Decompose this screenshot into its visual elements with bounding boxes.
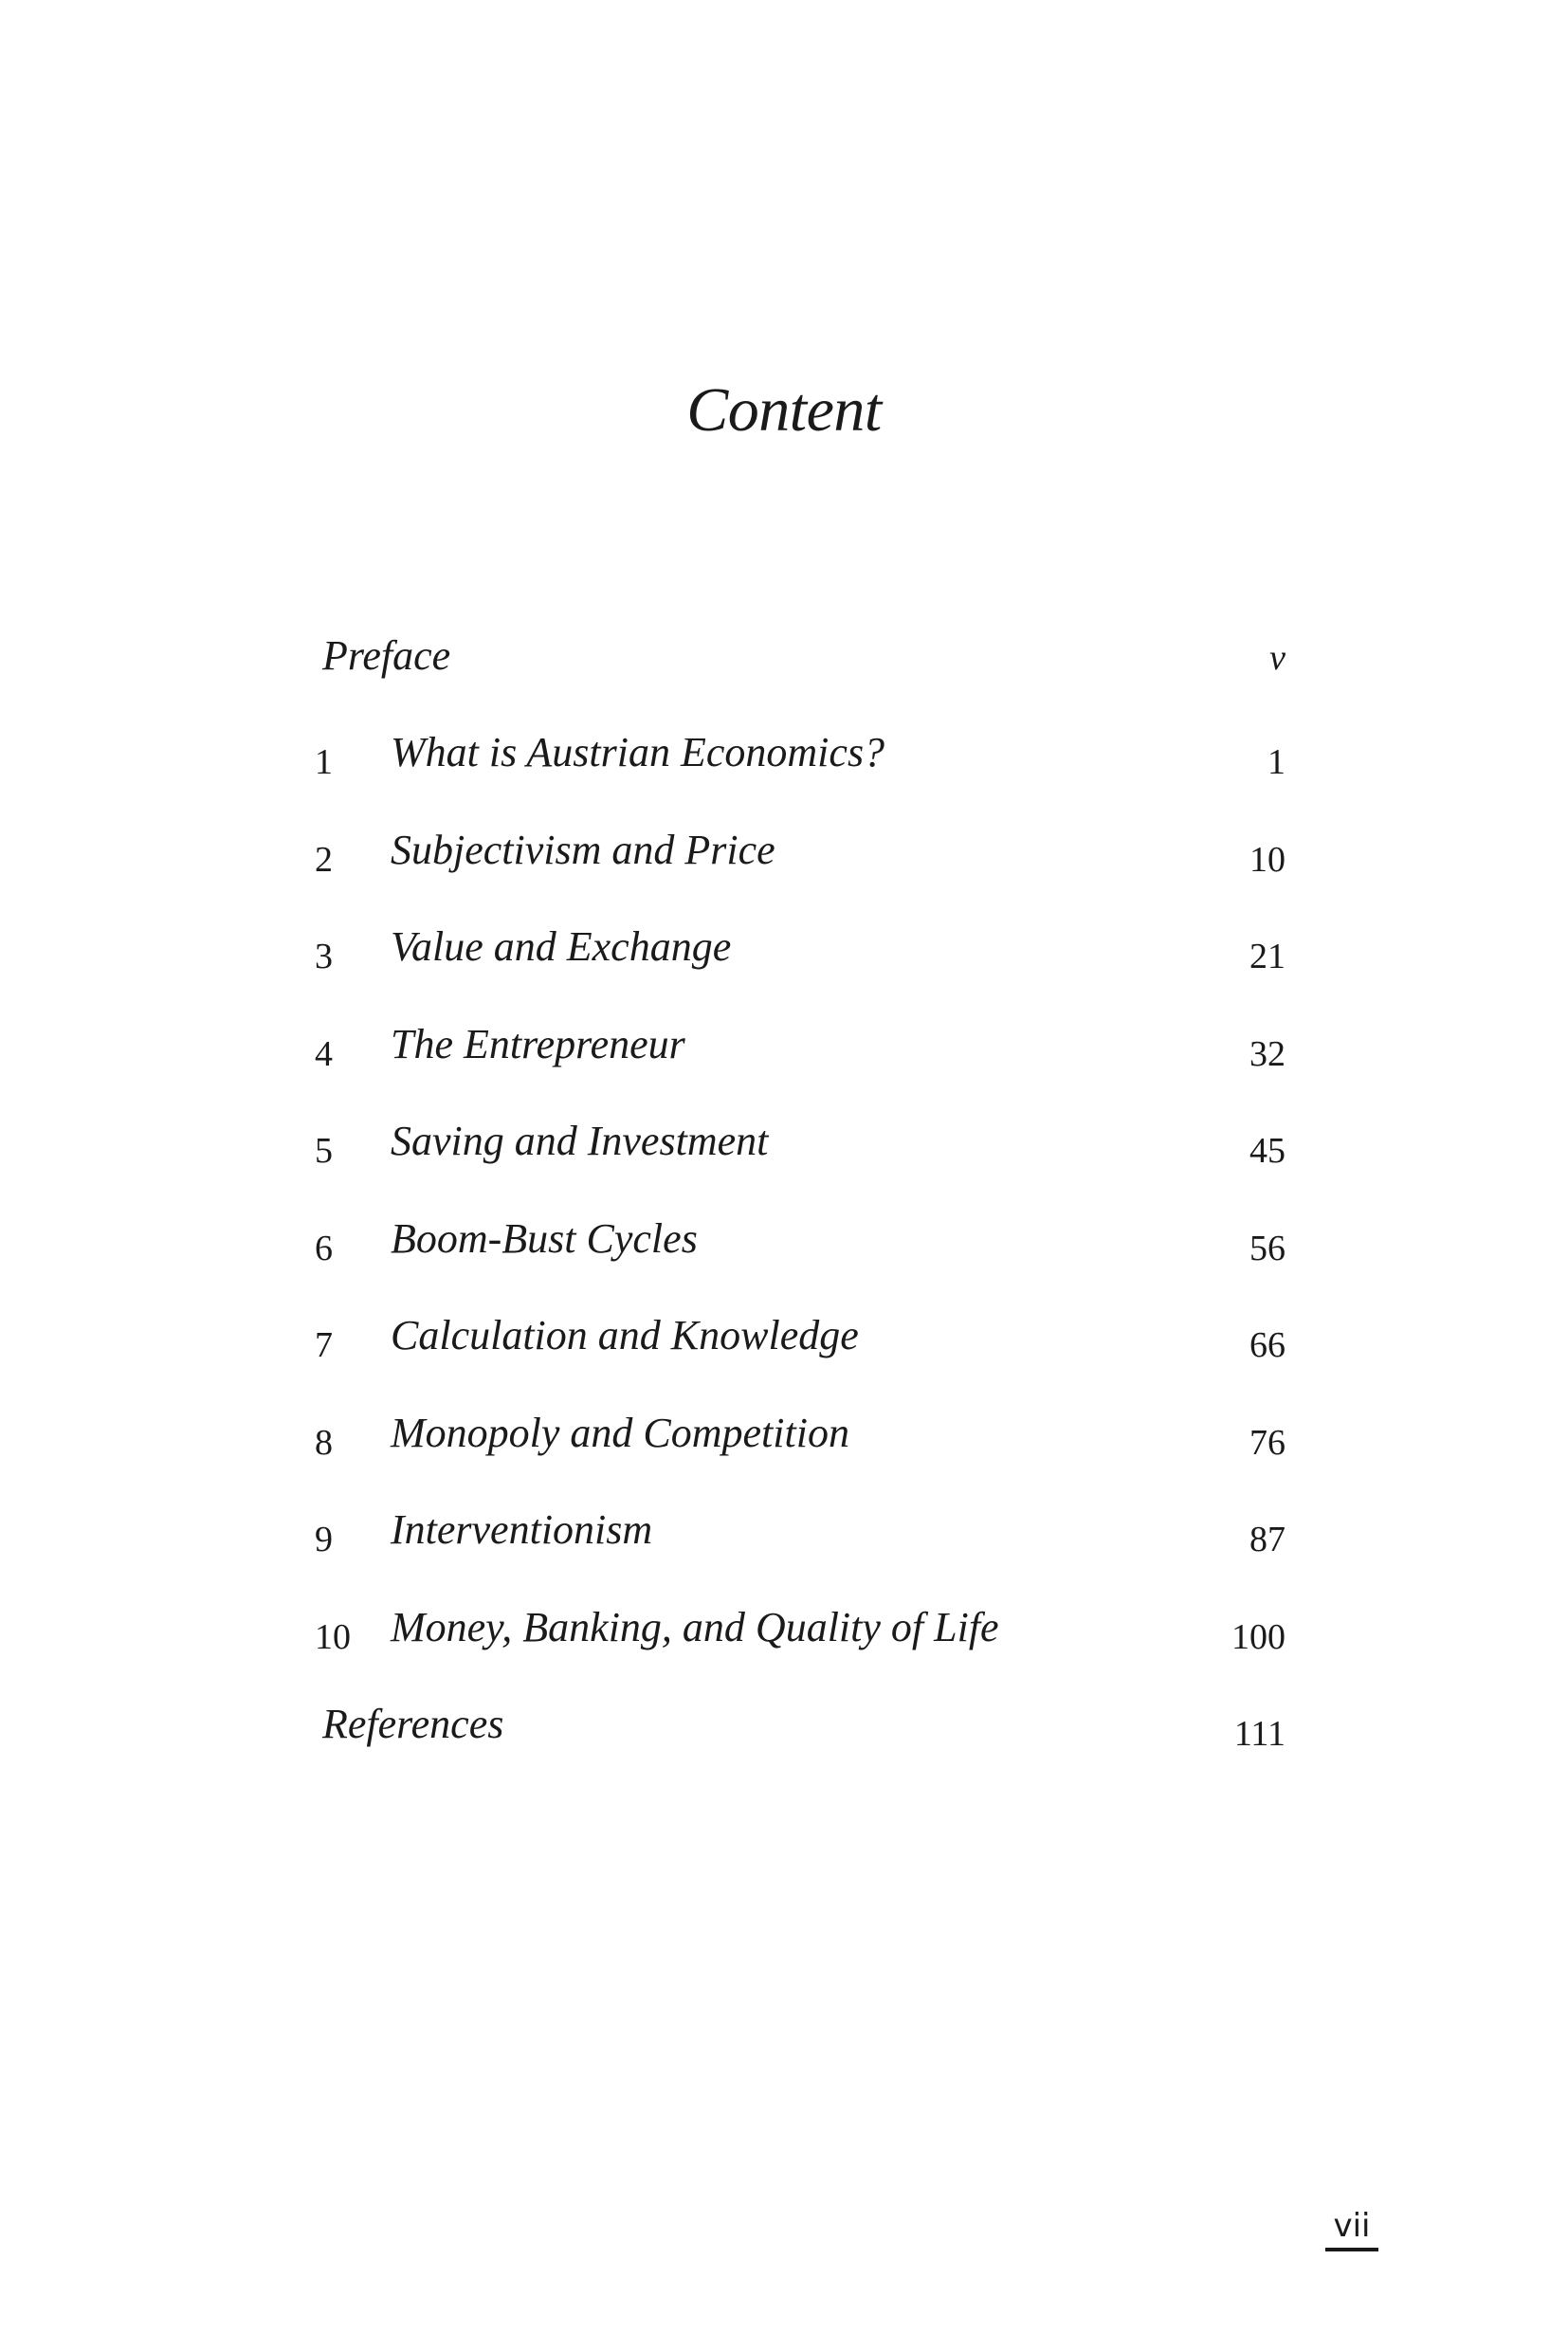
- chapter-page: 66: [1249, 1325, 1285, 1365]
- chapter-title: Interventionism: [391, 1506, 653, 1553]
- chapter-number: 9: [315, 1520, 333, 1559]
- toc-entry-preface[interactable]: [315, 629, 1285, 696]
- chapter-number: 5: [315, 1131, 333, 1171]
- toc-entry-chapter-1[interactable]: [315, 726, 1285, 793]
- chapter-page: 56: [1249, 1229, 1285, 1268]
- chapter-page: 10: [1249, 840, 1285, 880]
- chapter-title: Monopoly and Competition: [391, 1410, 849, 1456]
- chapter-title: Value and Exchange: [391, 923, 732, 970]
- toc-entry-chapter-6[interactable]: [315, 1212, 1285, 1279]
- chapter-number: 3: [315, 937, 333, 976]
- chapter-page: 100: [1231, 1617, 1285, 1657]
- page-number: vii: [1333, 2207, 1371, 2245]
- chapter-number: 8: [315, 1423, 333, 1463]
- toc-entry-chapter-4[interactable]: [315, 1018, 1285, 1084]
- toc-entry-chapter-3[interactable]: [315, 920, 1285, 987]
- chapter-page: 87: [1249, 1520, 1285, 1559]
- chapter-title: Boom-Bust Cycles: [391, 1215, 698, 1262]
- chapter-page: 21: [1249, 937, 1285, 976]
- chapter-title: What is Austrian Economics?: [391, 729, 885, 775]
- chapter-title: Money, Banking, and Quality of Life: [391, 1604, 999, 1650]
- chapter-number: 10: [315, 1617, 351, 1657]
- chapter-number: 4: [315, 1034, 333, 1074]
- toc-entry-chapter-2[interactable]: [315, 824, 1285, 890]
- toc-entry-page: 111: [1233, 1714, 1285, 1754]
- chapter-title: Saving and Investment: [391, 1118, 769, 1164]
- chapter-number: 2: [315, 840, 333, 880]
- chapter-page: 76: [1249, 1423, 1285, 1463]
- chapter-page: 32: [1249, 1034, 1285, 1074]
- toc-entry-title: Preface: [322, 632, 451, 679]
- chapter-number: 7: [315, 1325, 333, 1365]
- page-number-underline: [1325, 2248, 1378, 2251]
- toc-entry-page: v: [1269, 638, 1285, 678]
- page-title: Content: [686, 375, 882, 445]
- chapter-title: The Entrepreneur: [391, 1021, 685, 1067]
- toc-entry-chapter-10[interactable]: [315, 1601, 1285, 1668]
- toc-entry-chapter-9[interactable]: [315, 1504, 1285, 1570]
- toc-entry-chapter-8[interactable]: [315, 1407, 1285, 1473]
- toc-entry-chapter-7[interactable]: [315, 1309, 1285, 1376]
- chapter-number: 1: [315, 742, 333, 782]
- chapter-title: Subjectivism and Price: [391, 827, 775, 873]
- toc-entry-references[interactable]: [315, 1698, 1285, 1764]
- chapter-page: 1: [1267, 742, 1285, 782]
- toc-entry-title: References: [322, 1701, 504, 1747]
- chapter-page: 45: [1249, 1131, 1285, 1171]
- chapter-title: Calculation and Knowledge: [391, 1312, 859, 1358]
- chapter-number: 6: [315, 1229, 333, 1268]
- toc-entry-chapter-5[interactable]: [315, 1115, 1285, 1181]
